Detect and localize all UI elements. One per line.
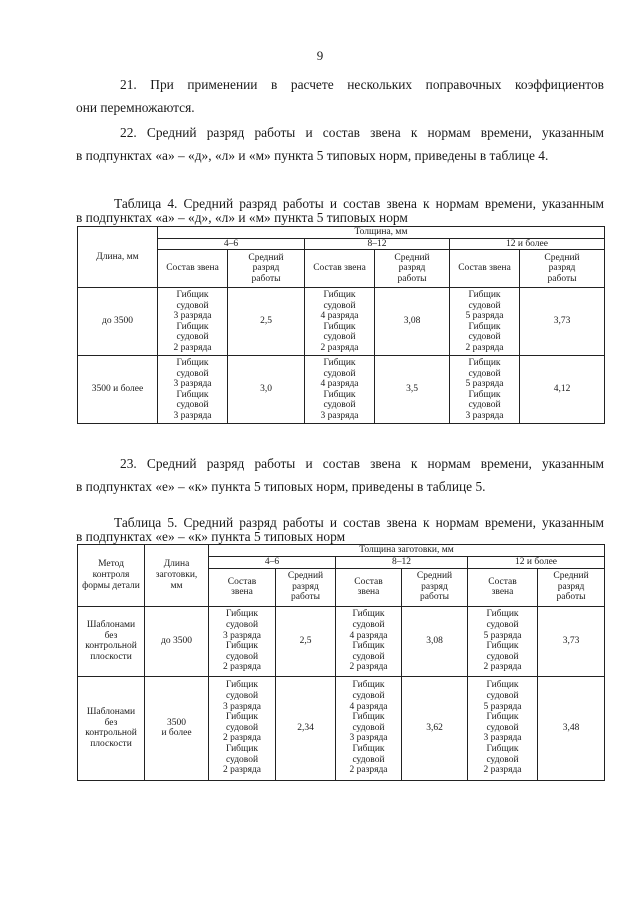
table4-row2-length: 3500 и более: [78, 356, 158, 424]
table4-row1-composition-3: Гибщик судовой 5 разряда Гибщик судовой 2 разряда: [450, 288, 520, 356]
table4-caption-line1: Таблица 4. Средний разряд работы и состав звена к нормам времени, указанным: [114, 196, 604, 211]
table5-row2-composition-3: Гибщик судовой 5 разряда Гибщик судовой 3 разряда Гибщик судовой 2 разряда: [468, 676, 538, 780]
table4-row1-composition-1: Гибщик судовой 3 разряда Гибщик судовой 2 разряда: [158, 288, 228, 356]
table4-caption: [76, 197, 604, 225]
table5-row1-composition-1: Гибщик судовой 3 разряда Гибщик судовой 2 разряда: [209, 606, 276, 676]
table4-sub-grade-3: Средний разряд работы: [520, 250, 605, 288]
table5-row1-length: до 3500: [145, 606, 209, 676]
page-number: 9: [316, 48, 324, 63]
table5-row2-grade-3: 3,48: [538, 676, 605, 780]
table4-row2-grade-3: 4,12: [520, 356, 605, 424]
paragraph-22-line1: 22. Средний разряд работы и состав звена к нормам времени, указанным: [120, 125, 604, 140]
table5-row2-method: Шаблонами без контрольной плоскости: [78, 676, 145, 780]
table4-header-thickness: Толщина, мм: [158, 227, 605, 239]
table-4: [77, 226, 605, 424]
table-row: [78, 676, 605, 780]
table5-row1-composition-3: Гибщик судовой 5 разряда Гибщик судовой 2 разряда: [468, 606, 538, 676]
table5-group-3: 12 и более: [468, 557, 605, 569]
paragraph-22: [76, 121, 604, 167]
table5-group-2: 8–12: [336, 557, 468, 569]
table4-sub-composition-2: Состав звена: [305, 250, 375, 288]
table4-caption-line2: в подпунктах «а» – «д», «л» и «м» пункта 5 типовых норм: [76, 210, 408, 225]
table4-sub-grade-1: Средний разряд работы: [228, 250, 305, 288]
table4-row2-grade-1: 3,0: [228, 356, 305, 424]
table5-row2-grade-2: 3,62: [402, 676, 468, 780]
paragraph-23-line1: 23. Средний разряд работы и состав звена к нормам времени, указанным: [120, 456, 604, 471]
table5-group-1: 4–6: [209, 557, 336, 569]
table4-sub-grade-2: Средний разряд работы: [375, 250, 450, 288]
table4-row1-composition-2: Гибщик судовой 4 разряда Гибщик судовой 2 разряда: [305, 288, 375, 356]
table5-caption-line2: в подпунктах «е» – «к» пункта 5 типовых норм: [76, 529, 346, 544]
table4-row2-composition-2: Гибщик судовой 4 разряда Гибщик судовой 3 разряда: [305, 356, 375, 424]
table5-sub-grade-3: Средний разряд работы: [538, 568, 605, 606]
table5-row1-grade-3: 3,73: [538, 606, 605, 676]
table4-row1-length: до 3500: [78, 288, 158, 356]
table4-group-3: 12 и более: [450, 238, 605, 250]
table4-row2-composition-1: Гибщик судовой 3 разряда Гибщик судовой 3 разряда: [158, 356, 228, 424]
table5-sub-grade-1: Средний разряд работы: [276, 568, 336, 606]
table4-row2-composition-3: Гибщик судовой 5 разряда Гибщик судовой 3 разряда: [450, 356, 520, 424]
table-5: [77, 544, 605, 781]
paragraph-23-line2: в подпунктах «е» – «к» пункта 5 типовых норм, приведены в таблице 5.: [76, 479, 486, 494]
paragraph-23: [76, 452, 604, 498]
table5-sub-composition-3: Состав звена: [468, 568, 538, 606]
table5-header-method: Метод контроля формы детали: [78, 545, 145, 607]
table4-group-1: 4–6: [158, 238, 305, 250]
table5-row1-grade-1: 2,5: [276, 606, 336, 676]
table5-header-thickness: Толщина заготовки, мм: [209, 545, 605, 557]
table5-sub-composition-2: Состав звена: [336, 568, 402, 606]
table5-row1-method: Шаблонами без контрольной плоскости: [78, 606, 145, 676]
table5-row2-composition-2: Гибщик судовой 4 разряда Гибщик судовой 3 разряда Гибщик судовой 2 разряда: [336, 676, 402, 780]
table5-sub-composition-1: Состав звена: [209, 568, 276, 606]
paragraph-21: [76, 73, 604, 119]
table5-caption-line1: Таблица 5. Средний разряд работы и состав звена к нормам времени, указанным: [114, 515, 604, 530]
table-row: [78, 356, 605, 424]
table-row: [78, 288, 605, 356]
table5-row2-composition-1: Гибщик судовой 3 разряда Гибщик судовой 2 разряда Гибщик судовой 2 разряда: [209, 676, 276, 780]
paragraph-21-line2: они перемножаются.: [76, 100, 195, 115]
table4-group-2: 8–12: [305, 238, 450, 250]
table4-row1-grade-3: 3,73: [520, 288, 605, 356]
table4-row1-grade-2: 3,08: [375, 288, 450, 356]
table5-sub-grade-2: Средний разряд работы: [402, 568, 468, 606]
table5-header-length: Длина заготовки, мм: [145, 545, 209, 607]
table4-header-length: Длина, мм: [78, 227, 158, 288]
table4-sub-composition-3: Состав звена: [450, 250, 520, 288]
paragraph-21-line1: 21. При применении в расчете нескольких поправочных коэффициентов: [120, 77, 604, 92]
table4-sub-composition-1: Состав звена: [158, 250, 228, 288]
table4-row2-grade-2: 3,5: [375, 356, 450, 424]
table5-row1-composition-2: Гибщик судовой 4 разряда Гибщик судовой 2 разряда: [336, 606, 402, 676]
table4-row1-grade-1: 2,5: [228, 288, 305, 356]
table-row: [78, 606, 605, 676]
table5-row1-grade-2: 3,08: [402, 606, 468, 676]
table5-caption: [76, 516, 604, 544]
paragraph-22-line2: в подпунктах «а» – «д», «л» и «м» пункта 5 типовых норм, приведены в таблице 4.: [76, 148, 549, 163]
table5-row2-length: 3500 и более: [145, 676, 209, 780]
table5-row2-grade-1: 2,34: [276, 676, 336, 780]
